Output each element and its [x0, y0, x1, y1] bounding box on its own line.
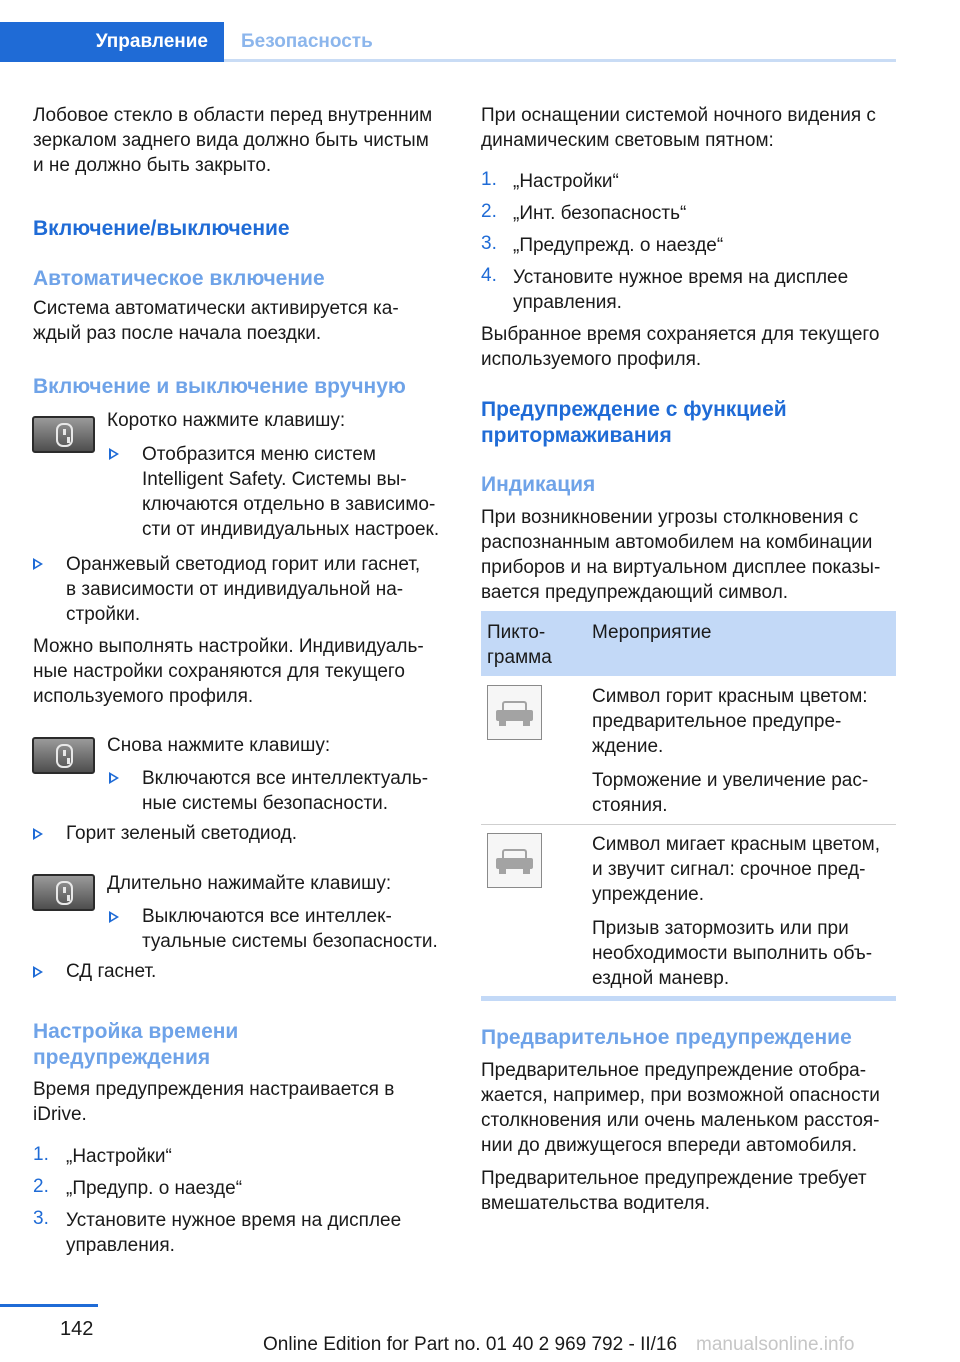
- step-number: 1.: [481, 169, 497, 190]
- text-line: Призыв затормозить или при: [592, 918, 849, 939]
- text-line: Отобразится меню систем: [142, 444, 376, 465]
- driver-assist-button-icon: [32, 874, 95, 911]
- text-line: Торможение и увеличение рас‐: [592, 770, 869, 791]
- text-line: управления.: [66, 1235, 175, 1256]
- text-line: в зависимости от индивидуальной на‐: [66, 579, 404, 600]
- table-row: [592, 832, 880, 991]
- settings-paragraph: [33, 634, 424, 709]
- text-line: необходимости выполнить объ‐: [592, 943, 873, 964]
- text-line: Система автоматически активируется ка‐: [33, 298, 399, 319]
- step-text: „Настройки“: [513, 171, 619, 192]
- text-line: ездной маневр.: [592, 968, 730, 989]
- press-again-text: Снова нажмите клавишу:: [107, 735, 331, 756]
- text-line: стройки.: [66, 604, 141, 625]
- text-line: сти от индивидуальных настроек.: [142, 519, 440, 540]
- text-line: Включаются все интеллектуаль‐: [142, 768, 429, 789]
- step-number: 4.: [481, 265, 497, 286]
- text-line: При возникновении угрозы столкновения с: [481, 507, 859, 528]
- step-text: „Предупрежд. о наезде“: [513, 235, 724, 256]
- text-line: упреждение.: [592, 884, 705, 905]
- heading-brake-warning: [481, 397, 787, 449]
- watermark: manualsonline.info: [696, 1334, 855, 1355]
- text-line: Выбранное время сохраняется для текущего: [481, 324, 880, 345]
- heading-on-off: Включение/выключение: [33, 217, 290, 240]
- text-line: Предварительное предупреждение требует: [481, 1168, 867, 1189]
- car-warning-icon: [487, 833, 542, 888]
- text-line: предупреждения: [33, 1046, 211, 1069]
- step-text: „Предупр. о наезде“: [66, 1178, 243, 1199]
- again-bullet-item: Горит зеленый светодиод.: [66, 823, 298, 844]
- text-line: и не должно быть закрыто.: [33, 155, 272, 176]
- long-bullet-item: СД гаснет.: [66, 961, 157, 982]
- section-tab-active: [0, 22, 224, 62]
- text-line: используемого профиля.: [481, 349, 702, 370]
- pre-warning-paragraph-2: [481, 1166, 867, 1216]
- text-line: Символ мигает красным цветом,: [592, 834, 880, 855]
- step-number: 2.: [33, 1176, 49, 1197]
- text-line: ждение.: [592, 736, 664, 757]
- text-line: ные настройки сохраняются для текущего: [33, 661, 405, 682]
- text-line: и звучит сигнал: срочное пред‐: [592, 859, 866, 880]
- text-line: Настройка времени: [33, 1020, 239, 1043]
- footer-accent-line: [0, 1304, 98, 1307]
- table-row-divider: [481, 824, 896, 825]
- text-line: туальные системы безопасности.: [142, 931, 438, 952]
- step-number: 3.: [481, 233, 497, 254]
- text-line: стояния.: [592, 795, 668, 816]
- heading-manual: Включение и выключение вручную: [33, 375, 406, 398]
- bullet-triangle-icon: [109, 772, 119, 784]
- text-line: зеркалом заднего вида должно быть чистым: [33, 130, 429, 151]
- text-line: грамма: [487, 647, 552, 668]
- text-line: iDrive.: [33, 1104, 87, 1125]
- step-text: „Инт. безопасность“: [513, 203, 687, 224]
- text-line: динамическим световым пятном:: [481, 130, 774, 151]
- text-line: Intelligent Safety. Системы вы‐: [142, 469, 407, 490]
- heading-auto: Автоматическое включение: [33, 267, 325, 290]
- header-divider: [224, 59, 896, 62]
- text-line: используемого профиля.: [33, 686, 254, 707]
- text-line: Установите нужное время на дисплее: [513, 267, 849, 288]
- display-paragraph: [481, 505, 880, 605]
- step-text: [66, 1208, 401, 1258]
- short-bullet-item: [66, 552, 420, 627]
- page-number: 142: [60, 1318, 94, 1340]
- edition-text: Online Edition for Part no. 01 40 2 969 792 - II/16: [263, 1334, 678, 1355]
- step-number: 1.: [33, 1144, 49, 1165]
- text-line: Выключаются все интеллек‐: [142, 906, 392, 927]
- text-line: Установите нужное время на дисплее: [66, 1210, 402, 1231]
- text-line: нии до движущегося впереди автомобиля.: [481, 1135, 858, 1156]
- page-header: [0, 0, 960, 64]
- text-line: Предварительное предупреждение отобра‐: [481, 1060, 867, 1081]
- bullet-triangle-icon: [109, 911, 119, 923]
- text-line: жается, например, при возможной опасности: [481, 1085, 880, 1106]
- saved-paragraph: [481, 322, 879, 372]
- text-line: Пикто‐: [487, 622, 546, 643]
- again-sub-item: [142, 766, 428, 816]
- text-line: При оснащении системой ночного видения с: [481, 105, 876, 126]
- heading-display: Индикация: [481, 473, 596, 496]
- text-line: Оранжевый светодиод горит или гаснет,: [66, 554, 421, 575]
- text-line: приборов и на виртуальном дисплее показы‐: [481, 557, 881, 578]
- text-line: Предупреждение с функцией: [481, 398, 787, 421]
- text-line: ключаются отдельно в зависимо‐: [142, 494, 436, 515]
- step-text: „Настройки“: [66, 1146, 172, 1167]
- table-header-action: Мероприятие: [592, 622, 712, 643]
- text-line: Время предупреждения настраивается в: [33, 1079, 395, 1100]
- section-tab-inactive: Безопасность: [241, 31, 373, 52]
- time-paragraph: [33, 1077, 394, 1127]
- table-row: [592, 684, 868, 818]
- auto-paragraph: [33, 296, 399, 346]
- text-line: распознанным автомобилем на комбинации: [481, 532, 873, 553]
- step-number: 3.: [33, 1208, 49, 1229]
- text-line: предварительное предупре‐: [592, 711, 842, 732]
- night-vision-paragraph: [481, 103, 876, 153]
- long-sub-item: [142, 904, 438, 954]
- text-line: ные системы безопасности.: [142, 793, 389, 814]
- bullet-triangle-icon: [33, 558, 43, 570]
- text-line: столкновения или очень маленьком расстоя‐: [481, 1110, 880, 1131]
- step-text: [513, 265, 848, 315]
- bullet-triangle-icon: [33, 828, 43, 840]
- text-line: Символ горит красным цветом:: [592, 686, 868, 707]
- heading-pre-warning: Предварительное предупреждение: [481, 1026, 852, 1049]
- section-tab-label: Управление: [95, 31, 208, 52]
- text-line: притормаживания: [481, 424, 672, 447]
- text-line: управления.: [513, 292, 622, 313]
- heading-time: [33, 1019, 238, 1071]
- text-line: Лобовое стекло в области перед внутренним: [33, 105, 433, 126]
- bullet-triangle-icon: [33, 966, 43, 978]
- text-line: ждый раз после начала поездки.: [33, 323, 322, 344]
- driver-assist-button-icon: [32, 737, 95, 774]
- driver-assist-button-icon: [32, 416, 95, 453]
- short-sub-item: [142, 442, 439, 542]
- pre-warning-paragraph: [481, 1058, 880, 1158]
- text-line: вмешательства водителя.: [481, 1193, 711, 1214]
- press-long-text: Длительно нажимайте клавишу:: [107, 873, 392, 894]
- press-short-text: Коротко нажмите клавишу:: [107, 410, 346, 431]
- text-line: Можно выполнять настройки. Индивидуаль‐: [33, 636, 424, 657]
- text-line: вается предупреждающий символ.: [481, 582, 789, 603]
- intro-paragraph: [33, 103, 432, 178]
- table-bottom-border: [481, 996, 896, 1001]
- car-warning-icon: [487, 685, 542, 740]
- table-header-pictogram: [487, 620, 552, 670]
- bullet-triangle-icon: [109, 448, 119, 460]
- step-number: 2.: [481, 201, 497, 222]
